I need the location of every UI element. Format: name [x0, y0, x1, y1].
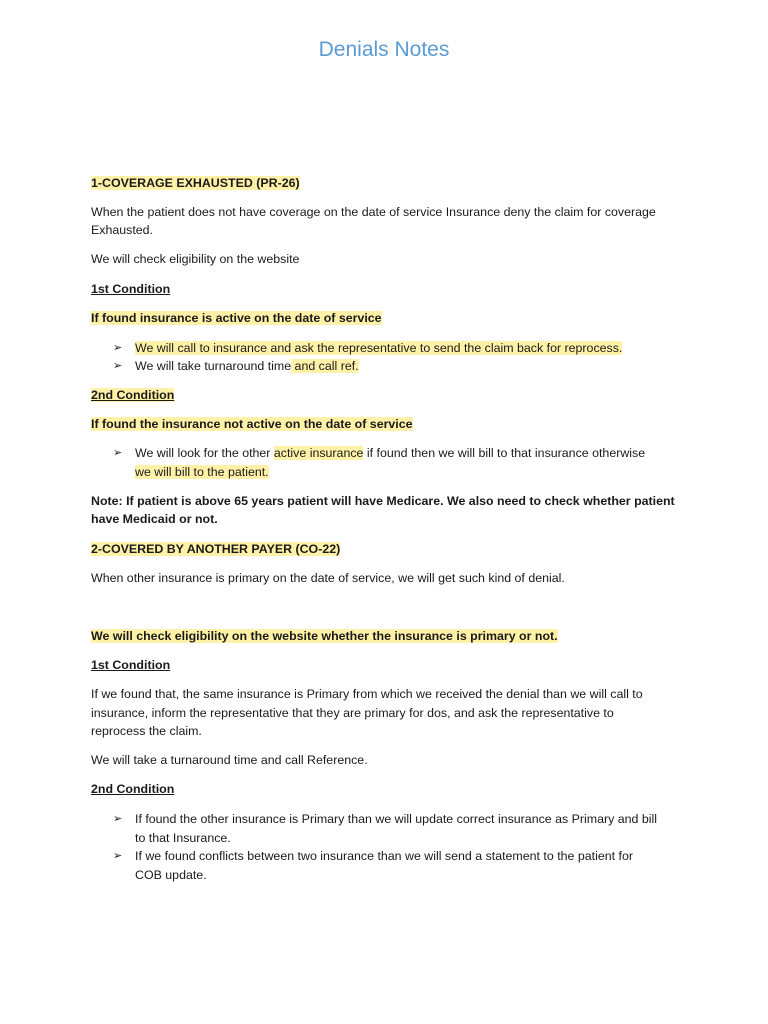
- condition-label: 2nd Condition: [91, 782, 175, 796]
- condition-label: 1st Condition: [91, 658, 171, 672]
- paragraph-line: insurance, inform the representative that they are primary for dos, and ask the representative to: [91, 706, 614, 720]
- section-heading: [91, 174, 300, 193]
- paragraph: We will check eligibility on the website: [91, 252, 300, 266]
- list-item: [135, 339, 622, 358]
- list-item-continuation: COB update.: [135, 868, 207, 882]
- paragraph: When other insurance is primary on the date of service, we will get such kind of denial.: [91, 571, 565, 585]
- arrow-bullet-icon: ➢: [113, 813, 123, 825]
- arrow-bullet-icon: ➢: [113, 850, 123, 862]
- condition-heading: [91, 309, 382, 328]
- list-item: [135, 444, 645, 463]
- list-item-text: We will take turnaround time: [135, 359, 292, 373]
- condition-label: 1st Condition: [91, 282, 171, 296]
- condition-heading-text: If found the insurance not active on the date of service: [91, 417, 413, 431]
- condition-label: [91, 386, 174, 405]
- coverage-exhausted-heading: 1-COVERAGE EXHAUSTED (PR-26): [91, 176, 300, 190]
- list-item-continuation: to that Insurance.: [135, 831, 231, 845]
- paragraph: We will take a turnaround time and call Reference.: [91, 753, 368, 767]
- list-item-text: if found then we will bill to that insurance otherwise: [363, 446, 646, 460]
- list-item: If found the other insurance is Primary than we will update correct insurance as Primary and bill: [135, 812, 658, 826]
- note-line: Note: If patient is above 65 years patient will have Medicare. We also need to check whether patient: [91, 494, 675, 508]
- paragraph-line: When the patient does not have coverage on the date of service Insurance deny the claim for coverage: [91, 205, 656, 219]
- highlighted-statement: [91, 627, 558, 646]
- list-item: [135, 357, 359, 376]
- arrow-bullet-icon: ➢: [113, 447, 123, 459]
- page-title: Denials Notes: [318, 38, 450, 61]
- highlighted-statement-text: We will check eligibility on the website whether the insurance is primary or not.: [91, 629, 558, 643]
- list-item-highlight: active insurance: [273, 446, 364, 460]
- arrow-bullet-icon: ➢: [113, 360, 123, 372]
- condition-heading-text: If found insurance is active on the date of service: [91, 311, 382, 325]
- list-item-continuation: [135, 463, 269, 482]
- paragraph-line: Exhausted.: [91, 223, 153, 237]
- paragraph-line: If we found that, the same insurance is Primary from which we received the denial than we will call to: [91, 687, 643, 701]
- note-line: have Medicaid or not.: [91, 512, 218, 526]
- paragraph-line: reprocess the claim.: [91, 724, 202, 738]
- covered-by-another-payer-heading: 2-COVERED BY ANOTHER PAYER (CO-22): [91, 542, 341, 556]
- list-item-text: We will look for the other: [135, 446, 274, 460]
- list-item-highlight: we will bill to the patient.: [135, 465, 269, 479]
- condition-heading: [91, 415, 413, 434]
- section-heading: [91, 540, 340, 559]
- arrow-bullet-icon: ➢: [113, 342, 123, 354]
- list-item: If we found conflicts between two insurance than we will send a statement to the patient for: [135, 849, 633, 863]
- list-item-highlight: and call ref.: [291, 359, 359, 373]
- list-item-text: We will call to insurance and ask the representative to send the claim back for reprocess.: [135, 341, 623, 355]
- condition-label-text: 2nd Condition: [91, 388, 175, 402]
